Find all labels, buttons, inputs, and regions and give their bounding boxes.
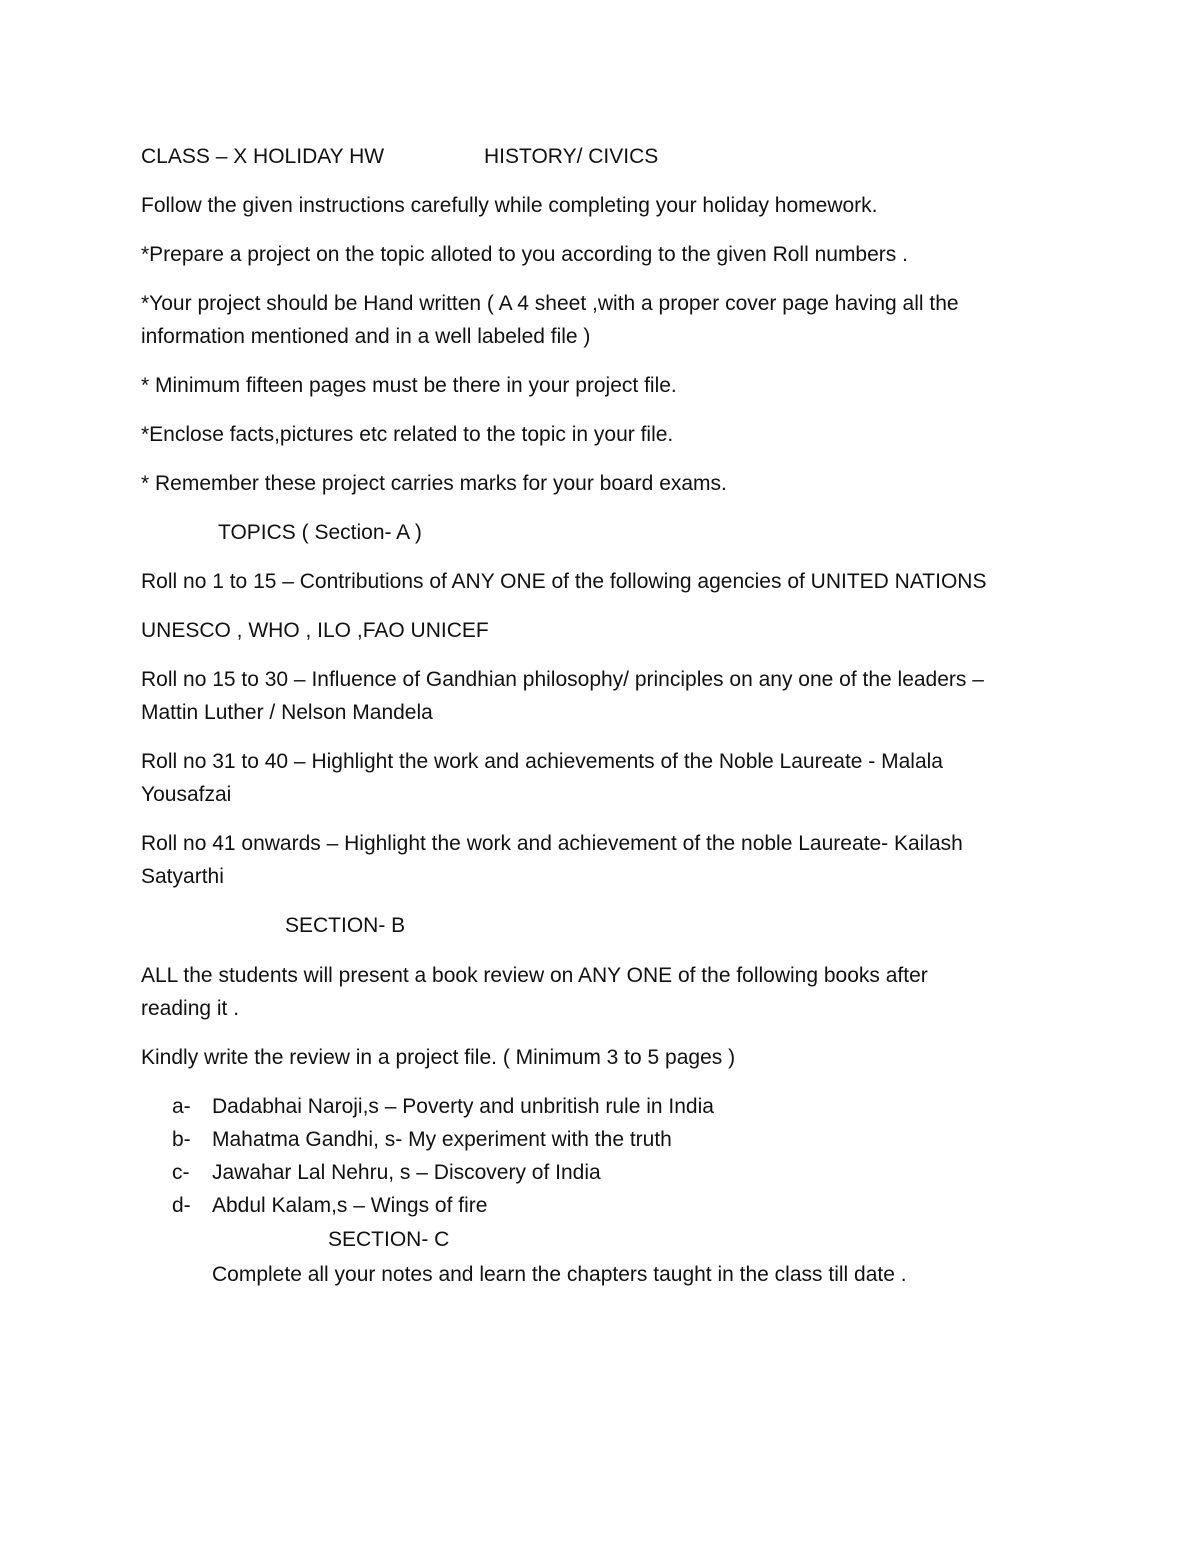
section-b-description-line-1: ALL the students will present a book review on ANY ONE of the following books after xyxy=(141,964,928,987)
section-c-text: Complete all your notes and learn the chapters taught in the class till date . xyxy=(212,1263,907,1286)
book-list-item xyxy=(172,1090,714,1123)
section-b-heading: SECTION- B xyxy=(285,914,406,937)
topic-roll-41-onwards-line-2: Satyarthi xyxy=(141,865,224,888)
book-marker: b- xyxy=(172,1128,191,1151)
book-title: Abdul Kalam,s – Wings of fire xyxy=(212,1194,488,1217)
section-a-heading: TOPICS ( Section- A ) xyxy=(218,521,422,544)
book-marker: a- xyxy=(172,1095,191,1118)
instructions-intro: Follow the given instructions carefully while completing your holiday homework. xyxy=(141,194,878,217)
topic-roll-31-40-line-1: Roll no 31 to 40 – Highlight the work and achievements of the Noble Laureate - Malala xyxy=(141,750,943,773)
book-marker: d- xyxy=(172,1194,191,1217)
book-list xyxy=(172,1090,714,1222)
book-marker: c- xyxy=(172,1161,190,1184)
topic-roll-15-30-line-2: Mattin Luther / Nelson Mandela xyxy=(141,701,433,724)
instruction-item-1: *Prepare a project on the topic alloted to you according to the given Roll numbers . xyxy=(141,243,908,266)
book-title: Mahatma Gandhi, s- My experiment with the truth xyxy=(212,1128,672,1151)
book-title: Dadabhai Naroji,s – Poverty and unbritish rule in India xyxy=(212,1095,714,1118)
topic-roll-31-40-line-2: Yousafzai xyxy=(141,783,232,806)
section-c-heading: SECTION- C xyxy=(328,1228,450,1251)
instruction-item-5: * Remember these project carries marks for your board exams. xyxy=(141,472,727,495)
book-list-item xyxy=(172,1123,714,1156)
book-title: Jawahar Lal Nehru, s – Discovery of India xyxy=(212,1161,601,1184)
instruction-item-3: * Minimum fifteen pages must be there in your project file. xyxy=(141,374,677,397)
book-list-item xyxy=(172,1189,714,1222)
header-subject-title: HISTORY/ CIVICS xyxy=(484,145,659,168)
topic-roll-15-30-line-1: Roll no 15 to 30 – Influence of Gandhian philosophy/ principles on any one of the leaders – xyxy=(141,668,984,691)
topic-un-agencies: UNESCO , WHO , ILO ,FAO UNICEF xyxy=(141,619,489,642)
instruction-item-2-line-2: information mentioned and in a well labeled file ) xyxy=(141,325,591,348)
section-b-description-line-2: reading it . xyxy=(141,997,240,1020)
topic-roll-1-15: Roll no 1 to 15 – Contributions of ANY ONE of the following agencies of UNITED NATIONS xyxy=(141,570,987,593)
header-class-title: CLASS – X HOLIDAY HW xyxy=(141,145,385,168)
book-list-item xyxy=(172,1156,714,1189)
section-b-instruction: Kindly write the review in a project file. ( Minimum 3 to 5 pages ) xyxy=(141,1046,736,1069)
instruction-item-2-line-1: *Your project should be Hand written ( A 4 sheet ,with a proper cover page having all the xyxy=(141,292,959,315)
instruction-item-4: *Enclose facts,pictures etc related to the topic in your file. xyxy=(141,423,674,446)
topic-roll-41-onwards-line-1: Roll no 41 onwards – Highlight the work and achievement of the noble Laureate- Kailash xyxy=(141,832,963,855)
